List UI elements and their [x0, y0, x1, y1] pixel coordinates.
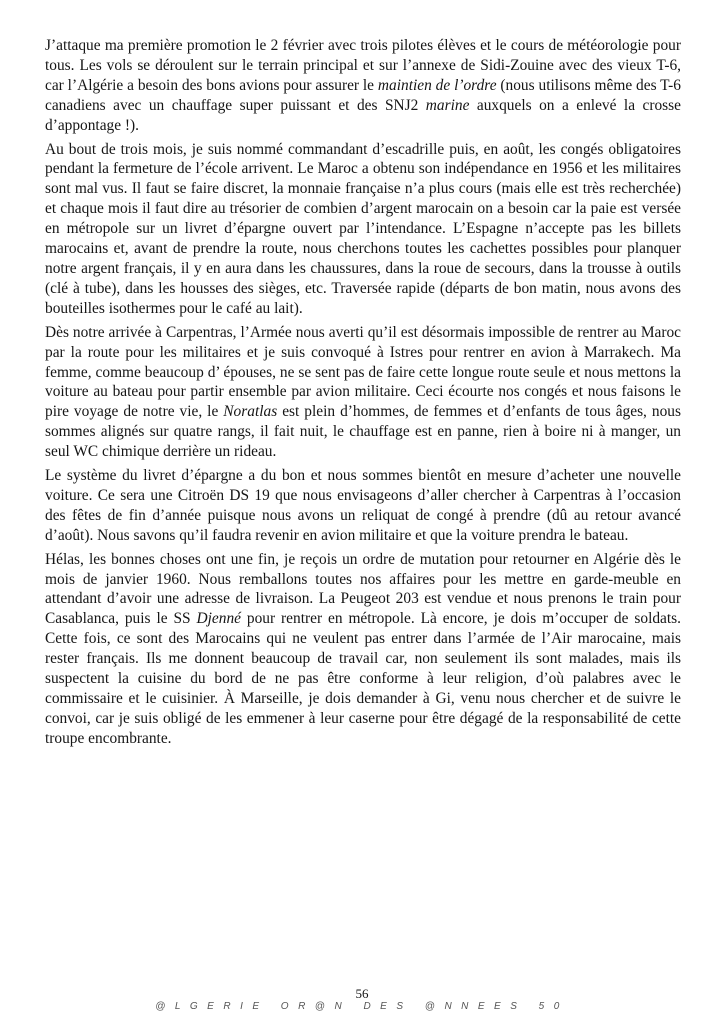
italic-term: Djenné [196, 610, 241, 628]
text-run: est plein d’hommes, de femmes et d’enfants de tous âges, nous sommes alignés sur quatre rangs, il fait nuit, le chauffage est en panne, rien à boire ni à manger, un seul WC chimique derrière un rideau. [45, 403, 681, 461]
italic-term: marine [425, 96, 470, 114]
footer-title: @LGERIE OR@N DES @NNEES 50 [155, 1001, 569, 1012]
page-body [45, 36, 681, 753]
paragraph-1 [45, 36, 681, 136]
paragraph-3 [45, 323, 681, 462]
text-run: (nous utilisons même des T-6 canadiens avec un chauffage super puissant et des SNJ2 [45, 76, 681, 114]
text-run: Hélas, les bonnes choses ont une fin, je reçois un ordre de mutation pour retourner en Algérie dès le mois de janvier 1960. Nous remballons toutes nos affaires pour les mettre en garde-meuble en attendant d’avoir une adresse de livraison. La Peugeot 203 est vendue et nous prenons le train pour Casablanca, puis le SS [45, 550, 681, 628]
text-run: auxquels on a enlevé la crosse d’appontage !). [45, 96, 681, 134]
paragraph-2 [45, 140, 681, 319]
paragraph-4 [45, 466, 681, 546]
paragraph-5 [45, 550, 681, 749]
text-run: Au bout de trois mois, je suis nommé commandant d’escadrille puis, en août, les congés obligatoires pendant la fermeture de l’école arrivent. Le Maroc a obtenu son indépendance en 1956 et les militaires sont mal vus. Il faut se faire discret, la monnaie française n’a plus cours (mais elle est très recherchée) et chaque mois il faut dire au trésorier de combien d’argent marocain on a besoin car la paie est versée en métropole sur un livret d’épargne ouvert par l’intendance. L’Espagne n’accepte pas les billets marocains et, avant de prendre la route, nous cherchons toutes les cachettes possibles pour planquer notre argent français, il y en aura dans les chaussures, dans la roue de secours, dans la trousse à outils (clé à tube), dans les housses des sièges, etc. Traversée rapide (départs de bon matin, nous avons des bouteilles isothermes pour le café au lait). [45, 140, 681, 317]
italic-term: Noratlas [223, 403, 278, 421]
text-run: Le système du livret d’épargne a du bon et nous sommes bientôt en mesure d’acheter une nouvelle voiture. Ce sera une Citroën DS 19 que nous envisageons d’aller chercher à Carpentras à l’occasion des fêtes de fin d’année puisque nous avons un reliquat de congé à prendre (dû au retour avancé d’août). Nous savons qu’il faudra revenir en avion militaire et que la voiture prendra le bateau. [45, 467, 681, 544]
text-run: J’attaque ma première promotion le 2 février avec trois pilotes élèves et le cours de météorologie pour tous. Les vols se déroulent sur le terrain principal et sur l’annexe de Sidi-Zouine avec des vieux T-6, car l’Algérie a besoin des bons avions pour assurer le [45, 37, 681, 94]
italic-term: maintien de l’ordre [377, 76, 497, 94]
text-run: Dès notre arrivée à Carpentras, l’Armée nous averti qu’il est désormais impossible de rentrer au Maroc par la route pour les militaires et je suis convoqué à Istres pour rentrer en avion à Marrakech. Ma femme, comme beaucoup d’ épouses, ne se sent pas de faire cette longue route seule et nous mettons la voiture au bateau pour partir ensemble par avion militaire. Ceci écourte nos congés et nous faisons le pire voyage de notre vie, le [45, 323, 681, 421]
text-run: pour rentrer en métropole. Là encore, je dois m’occuper de soldats. Cette fois, ce sont des Marocains qui ne veulent pas entrer dans l’armée de l’Air marocaine, mais rester français. Ils me donnent beaucoup de travail car, non seulement ils sont malades, mais ils suspectent la cuisine du bord de ne pas être conforme à leur religion, d’où palabres avec le commissaire et le cuisinier. À Marseille, je dois demander à Gi, venu nous chercher et de suivre le convoi, car je suis obligé de les emmener à leur caserne pour être dégagé de la responsabilité de cette troupe encombrante. [45, 610, 681, 747]
page-number: 56 [355, 986, 369, 1001]
